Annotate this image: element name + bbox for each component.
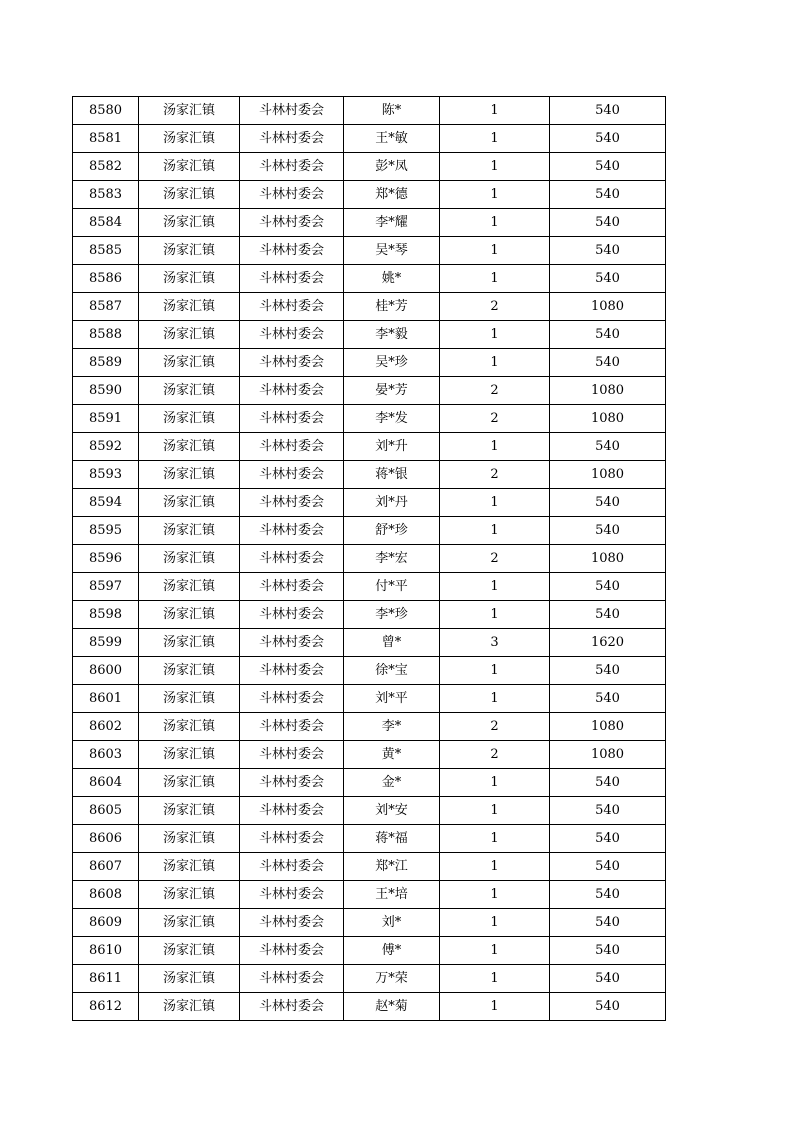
table-row	[73, 797, 666, 825]
amount-cell: 1080	[550, 377, 666, 405]
town-cell: 汤家汇镇	[139, 601, 240, 629]
data-table	[72, 96, 666, 1021]
name-cell: 黄*	[344, 741, 440, 769]
amount-cell: 540	[550, 321, 666, 349]
table-row	[73, 237, 666, 265]
town-cell: 汤家汇镇	[139, 825, 240, 853]
town-cell: 汤家汇镇	[139, 405, 240, 433]
name-cell: 郑*江	[344, 853, 440, 881]
town-cell: 汤家汇镇	[139, 517, 240, 545]
amount-cell: 1080	[550, 405, 666, 433]
table-row	[73, 741, 666, 769]
amount-cell: 540	[550, 657, 666, 685]
table-row	[73, 713, 666, 741]
name-cell: 曾*	[344, 629, 440, 657]
amount-cell: 540	[550, 237, 666, 265]
town-cell: 汤家汇镇	[139, 125, 240, 153]
count-cell: 1	[440, 573, 550, 601]
row-number-cell: 8602	[73, 713, 139, 741]
village-committee-cell: 斗林村委会	[240, 713, 344, 741]
name-cell: 王*敏	[344, 125, 440, 153]
village-committee-cell: 斗林村委会	[240, 741, 344, 769]
count-cell: 1	[440, 349, 550, 377]
name-cell: 刘*安	[344, 797, 440, 825]
town-cell: 汤家汇镇	[139, 377, 240, 405]
table-body	[73, 97, 666, 1021]
row-number-cell: 8610	[73, 937, 139, 965]
town-cell: 汤家汇镇	[139, 657, 240, 685]
amount-cell: 540	[550, 517, 666, 545]
village-committee-cell: 斗林村委会	[240, 937, 344, 965]
village-committee-cell: 斗林村委会	[240, 181, 344, 209]
row-number-cell: 8600	[73, 657, 139, 685]
amount-cell: 540	[550, 853, 666, 881]
amount-cell: 540	[550, 153, 666, 181]
row-number-cell: 8597	[73, 573, 139, 601]
name-cell: 万*荣	[344, 965, 440, 993]
village-committee-cell: 斗林村委会	[240, 489, 344, 517]
name-cell: 李*珍	[344, 601, 440, 629]
village-committee-cell: 斗林村委会	[240, 405, 344, 433]
village-committee-cell: 斗林村委会	[240, 965, 344, 993]
row-number-cell: 8609	[73, 909, 139, 937]
table-row	[73, 405, 666, 433]
amount-cell: 1080	[550, 713, 666, 741]
count-cell: 2	[440, 405, 550, 433]
name-cell: 桂*芳	[344, 293, 440, 321]
count-cell: 1	[440, 237, 550, 265]
amount-cell: 540	[550, 349, 666, 377]
village-committee-cell: 斗林村委会	[240, 349, 344, 377]
town-cell: 汤家汇镇	[139, 769, 240, 797]
count-cell: 2	[440, 741, 550, 769]
count-cell: 1	[440, 489, 550, 517]
table-row	[73, 181, 666, 209]
count-cell: 1	[440, 601, 550, 629]
amount-cell: 1080	[550, 741, 666, 769]
amount-cell: 540	[550, 181, 666, 209]
row-number-cell: 8584	[73, 209, 139, 237]
row-number-cell: 8592	[73, 433, 139, 461]
town-cell: 汤家汇镇	[139, 433, 240, 461]
name-cell: 王*培	[344, 881, 440, 909]
amount-cell: 540	[550, 433, 666, 461]
town-cell: 汤家汇镇	[139, 545, 240, 573]
count-cell: 1	[440, 517, 550, 545]
name-cell: 付*平	[344, 573, 440, 601]
count-cell: 2	[440, 293, 550, 321]
town-cell: 汤家汇镇	[139, 293, 240, 321]
village-committee-cell: 斗林村委会	[240, 657, 344, 685]
village-committee-cell: 斗林村委会	[240, 125, 344, 153]
village-committee-cell: 斗林村委会	[240, 461, 344, 489]
amount-cell: 540	[550, 993, 666, 1021]
row-number-cell: 8601	[73, 685, 139, 713]
amount-cell: 540	[550, 209, 666, 237]
amount-cell: 540	[550, 825, 666, 853]
table-row	[73, 965, 666, 993]
count-cell: 1	[440, 853, 550, 881]
town-cell: 汤家汇镇	[139, 685, 240, 713]
village-committee-cell: 斗林村委会	[240, 853, 344, 881]
village-committee-cell: 斗林村委会	[240, 97, 344, 125]
table-row	[73, 629, 666, 657]
village-committee-cell: 斗林村委会	[240, 433, 344, 461]
amount-cell: 540	[550, 797, 666, 825]
village-committee-cell: 斗林村委会	[240, 517, 344, 545]
table-row	[73, 685, 666, 713]
row-number-cell: 8611	[73, 965, 139, 993]
table-row	[73, 125, 666, 153]
count-cell: 2	[440, 713, 550, 741]
name-cell: 姚*	[344, 265, 440, 293]
table-row	[73, 433, 666, 461]
village-committee-cell: 斗林村委会	[240, 265, 344, 293]
village-committee-cell: 斗林村委会	[240, 993, 344, 1021]
table-row	[73, 517, 666, 545]
name-cell: 李*毅	[344, 321, 440, 349]
name-cell: 李*	[344, 713, 440, 741]
name-cell: 吴*琴	[344, 237, 440, 265]
village-committee-cell: 斗林村委会	[240, 601, 344, 629]
name-cell: 陈*	[344, 97, 440, 125]
town-cell: 汤家汇镇	[139, 909, 240, 937]
row-number-cell: 8582	[73, 153, 139, 181]
table-row	[73, 97, 666, 125]
row-number-cell: 8598	[73, 601, 139, 629]
count-cell: 1	[440, 265, 550, 293]
name-cell: 李*发	[344, 405, 440, 433]
amount-cell: 540	[550, 489, 666, 517]
town-cell: 汤家汇镇	[139, 349, 240, 377]
table-row	[73, 853, 666, 881]
row-number-cell: 8593	[73, 461, 139, 489]
name-cell: 彭*凤	[344, 153, 440, 181]
village-committee-cell: 斗林村委会	[240, 237, 344, 265]
amount-cell: 540	[550, 601, 666, 629]
town-cell: 汤家汇镇	[139, 629, 240, 657]
name-cell: 郑*德	[344, 181, 440, 209]
table-row	[73, 321, 666, 349]
count-cell: 1	[440, 909, 550, 937]
row-number-cell: 8604	[73, 769, 139, 797]
count-cell: 1	[440, 181, 550, 209]
town-cell: 汤家汇镇	[139, 181, 240, 209]
name-cell: 刘*平	[344, 685, 440, 713]
village-committee-cell: 斗林村委会	[240, 573, 344, 601]
count-cell: 1	[440, 97, 550, 125]
name-cell: 晏*芳	[344, 377, 440, 405]
table-row	[73, 601, 666, 629]
row-number-cell: 8607	[73, 853, 139, 881]
count-cell: 1	[440, 881, 550, 909]
table-row	[73, 349, 666, 377]
row-number-cell: 8581	[73, 125, 139, 153]
town-cell: 汤家汇镇	[139, 853, 240, 881]
amount-cell: 540	[550, 685, 666, 713]
village-committee-cell: 斗林村委会	[240, 209, 344, 237]
count-cell: 1	[440, 657, 550, 685]
village-committee-cell: 斗林村委会	[240, 153, 344, 181]
table-row	[73, 825, 666, 853]
count-cell: 1	[440, 797, 550, 825]
table-row	[73, 573, 666, 601]
town-cell: 汤家汇镇	[139, 153, 240, 181]
town-cell: 汤家汇镇	[139, 321, 240, 349]
village-committee-cell: 斗林村委会	[240, 321, 344, 349]
name-cell: 蒋*银	[344, 461, 440, 489]
table-row	[73, 937, 666, 965]
village-committee-cell: 斗林村委会	[240, 909, 344, 937]
row-number-cell: 8594	[73, 489, 139, 517]
count-cell: 1	[440, 825, 550, 853]
town-cell: 汤家汇镇	[139, 461, 240, 489]
town-cell: 汤家汇镇	[139, 713, 240, 741]
town-cell: 汤家汇镇	[139, 741, 240, 769]
row-number-cell: 8588	[73, 321, 139, 349]
amount-cell: 540	[550, 937, 666, 965]
row-number-cell: 8589	[73, 349, 139, 377]
town-cell: 汤家汇镇	[139, 489, 240, 517]
count-cell: 1	[440, 433, 550, 461]
name-cell: 刘*升	[344, 433, 440, 461]
amount-cell: 1080	[550, 461, 666, 489]
town-cell: 汤家汇镇	[139, 937, 240, 965]
table-row	[73, 265, 666, 293]
village-committee-cell: 斗林村委会	[240, 545, 344, 573]
count-cell: 1	[440, 685, 550, 713]
table-row	[73, 209, 666, 237]
row-number-cell: 8599	[73, 629, 139, 657]
row-number-cell: 8605	[73, 797, 139, 825]
row-number-cell: 8612	[73, 993, 139, 1021]
count-cell: 1	[440, 965, 550, 993]
town-cell: 汤家汇镇	[139, 265, 240, 293]
amount-cell: 540	[550, 125, 666, 153]
village-committee-cell: 斗林村委会	[240, 825, 344, 853]
amount-cell: 1080	[550, 293, 666, 321]
town-cell: 汤家汇镇	[139, 209, 240, 237]
row-number-cell: 8580	[73, 97, 139, 125]
table-row	[73, 657, 666, 685]
row-number-cell: 8590	[73, 377, 139, 405]
table-row	[73, 993, 666, 1021]
name-cell: 赵*菊	[344, 993, 440, 1021]
count-cell: 1	[440, 153, 550, 181]
row-number-cell: 8606	[73, 825, 139, 853]
count-cell: 1	[440, 209, 550, 237]
count-cell: 2	[440, 377, 550, 405]
table-row	[73, 377, 666, 405]
count-cell: 1	[440, 321, 550, 349]
village-committee-cell: 斗林村委会	[240, 769, 344, 797]
amount-cell: 540	[550, 265, 666, 293]
amount-cell: 540	[550, 909, 666, 937]
row-number-cell: 8583	[73, 181, 139, 209]
table-row	[73, 769, 666, 797]
village-committee-cell: 斗林村委会	[240, 797, 344, 825]
village-committee-cell: 斗林村委会	[240, 629, 344, 657]
row-number-cell: 8585	[73, 237, 139, 265]
count-cell: 1	[440, 937, 550, 965]
name-cell: 舒*珍	[344, 517, 440, 545]
town-cell: 汤家汇镇	[139, 993, 240, 1021]
town-cell: 汤家汇镇	[139, 965, 240, 993]
count-cell: 2	[440, 461, 550, 489]
village-committee-cell: 斗林村委会	[240, 881, 344, 909]
table-row	[73, 293, 666, 321]
table-row	[73, 461, 666, 489]
table-row	[73, 489, 666, 517]
name-cell: 刘*	[344, 909, 440, 937]
count-cell: 3	[440, 629, 550, 657]
row-number-cell: 8596	[73, 545, 139, 573]
count-cell: 1	[440, 769, 550, 797]
name-cell: 金*	[344, 769, 440, 797]
amount-cell: 1620	[550, 629, 666, 657]
town-cell: 汤家汇镇	[139, 573, 240, 601]
amount-cell: 540	[550, 573, 666, 601]
name-cell: 李*耀	[344, 209, 440, 237]
row-number-cell: 8603	[73, 741, 139, 769]
row-number-cell: 8587	[73, 293, 139, 321]
name-cell: 傅*	[344, 937, 440, 965]
village-committee-cell: 斗林村委会	[240, 377, 344, 405]
row-number-cell: 8586	[73, 265, 139, 293]
amount-cell: 540	[550, 769, 666, 797]
name-cell: 蒋*福	[344, 825, 440, 853]
amount-cell: 540	[550, 965, 666, 993]
amount-cell: 540	[550, 881, 666, 909]
table-row	[73, 881, 666, 909]
name-cell: 吴*珍	[344, 349, 440, 377]
amount-cell: 1080	[550, 545, 666, 573]
village-committee-cell: 斗林村委会	[240, 685, 344, 713]
count-cell: 2	[440, 545, 550, 573]
town-cell: 汤家汇镇	[139, 881, 240, 909]
table-row	[73, 153, 666, 181]
row-number-cell: 8608	[73, 881, 139, 909]
count-cell: 1	[440, 993, 550, 1021]
town-cell: 汤家汇镇	[139, 97, 240, 125]
row-number-cell: 8591	[73, 405, 139, 433]
count-cell: 1	[440, 125, 550, 153]
table-row	[73, 909, 666, 937]
name-cell: 李*宏	[344, 545, 440, 573]
town-cell: 汤家汇镇	[139, 797, 240, 825]
name-cell: 徐*宝	[344, 657, 440, 685]
row-number-cell: 8595	[73, 517, 139, 545]
village-committee-cell: 斗林村委会	[240, 293, 344, 321]
town-cell: 汤家汇镇	[139, 237, 240, 265]
amount-cell: 540	[550, 97, 666, 125]
name-cell: 刘*丹	[344, 489, 440, 517]
table-row	[73, 545, 666, 573]
